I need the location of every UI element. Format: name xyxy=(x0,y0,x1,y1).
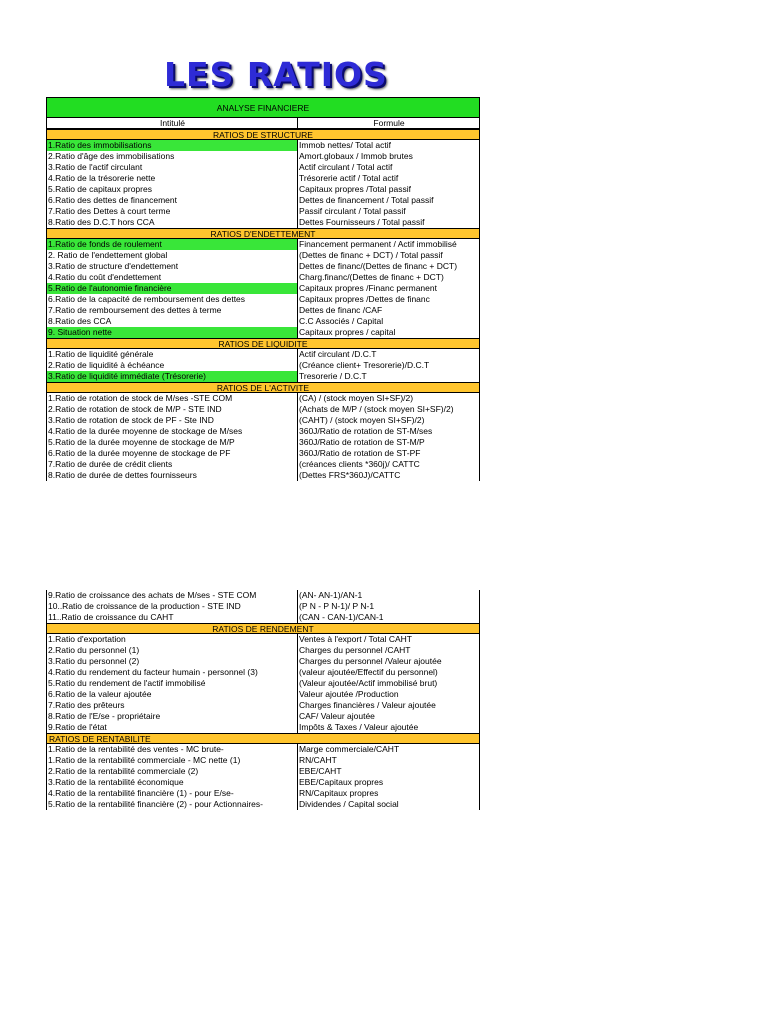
ratio-name-cell: 2.Ratio d'âge des immobilisations xyxy=(47,151,298,162)
table-row xyxy=(46,470,480,481)
ratio-name-cell: 1.Ratio de rotation de stock de M/ses -STE COM xyxy=(47,393,298,404)
table-row xyxy=(46,140,480,151)
ratio-formula-cell: 360J/Ratio de rotation de ST-M/ses xyxy=(299,426,433,436)
ratio-name-cell: 4.Ratio du rendement du facteur humain - personnel (3) xyxy=(47,667,298,678)
ratio-formula-cell: Actif circulant /D.C.T xyxy=(299,349,377,359)
ratio-formula-cell: (CAHT) / (stock moyen SI+SF)/2) xyxy=(299,415,425,425)
ratio-formula-cell: Charges financières / Valeur ajoutée xyxy=(299,700,436,710)
ratio-formula-cell: (Achats de M/P / (stock moyen SI+SF)/2) xyxy=(299,404,454,414)
table-row xyxy=(46,700,480,711)
table-row xyxy=(46,590,480,601)
table-row xyxy=(46,173,480,184)
table-row xyxy=(46,371,480,382)
ratio-formula-cell: 360J/Ratio de rotation de ST-M/P xyxy=(299,437,425,447)
ratio-name-cell: 3.Ratio de liquidité immédiate (Trésorerie) xyxy=(47,371,298,382)
table-row xyxy=(46,459,480,470)
ratio-formula-cell: Charg.financ/(Dettes de financ + DCT) xyxy=(299,272,444,282)
table-row xyxy=(46,261,480,272)
table-row xyxy=(46,239,480,250)
ratio-name-cell: 6.Ratio des dettes de financement xyxy=(47,195,298,206)
ratio-name-cell: 5.Ratio du rendement de l'actif immobilisé xyxy=(47,678,298,689)
header-analyse-label: ANALYSE FINANCIERE xyxy=(216,103,310,113)
ratio-name-cell: 2.Ratio du personnel (1) xyxy=(47,645,298,656)
ratio-formula-cell: Charges du personnel /Valeur ajoutée xyxy=(299,656,442,666)
ratio-formula-cell: Dettes de financement / Total passif xyxy=(299,195,434,205)
ratios-table-part2 xyxy=(46,590,480,810)
ratio-formula-cell: (valeur ajoutée/Effectif du personnel) xyxy=(299,667,438,677)
table-row xyxy=(46,415,480,426)
ratio-formula-cell: Marge commerciale/CAHT xyxy=(299,744,400,754)
ratio-name-cell: 8.Ratio des D.C.T hors CCA xyxy=(47,217,298,228)
ratio-name-cell: 2.Ratio de liquidité à échéance xyxy=(47,360,298,371)
table-row xyxy=(46,678,480,689)
ratio-name-cell: 1.Ratio de la rentabilité des ventes - MC brute- xyxy=(47,744,298,755)
ratio-formula-cell: Actif circulant / Total actif xyxy=(299,162,393,172)
table-row xyxy=(46,689,480,700)
table-row xyxy=(46,634,480,645)
ratio-formula-cell: (Dettes de financ + DCT) / Total passif xyxy=(299,250,443,260)
table-row xyxy=(46,437,480,448)
ratio-formula-cell: Valeur ajoutée /Production xyxy=(299,689,399,699)
ratio-formula-cell: (créances clients *360j)/ CATTC xyxy=(299,459,420,469)
ratio-formula-cell: Dettes de financ/(Dettes de financ + DCT) xyxy=(299,261,458,271)
ratio-name-cell: 5.Ratio de la durée moyenne de stockage de M/P xyxy=(47,437,298,448)
table-row xyxy=(46,601,480,612)
ratio-name-cell: 1.Ratio des immobilisations xyxy=(47,140,298,151)
ratio-name-cell: 5.Ratio de capitaux propres xyxy=(47,184,298,195)
table-row xyxy=(46,667,480,678)
ratio-name-cell: 4.Ratio de la trésorerie nette xyxy=(47,173,298,184)
ratio-name-cell: 7.Ratio des Dettes à court terme xyxy=(47,206,298,217)
section-header xyxy=(46,129,480,140)
ratio-formula-cell: Charges du personnel /CAHT xyxy=(299,645,411,655)
section-header xyxy=(46,733,480,744)
ratio-formula-cell: Passif circulant / Total passif xyxy=(299,206,406,216)
ratio-name-cell: 10..Ratio de croissance de la production - STE IND xyxy=(47,601,298,612)
table-row xyxy=(46,645,480,656)
table-row xyxy=(46,217,480,228)
ratio-name-cell: 7.Ratio de remboursement des dettes à terme xyxy=(47,305,298,316)
ratio-name-cell: 5.Ratio de la rentabilité financière (2) - pour Actionnaires- xyxy=(47,799,298,810)
ratio-formula-cell: Trésorerie actif / Total actif xyxy=(299,173,399,183)
table-row xyxy=(46,744,480,755)
ratio-name-cell: 7.Ratio des prêteurs xyxy=(47,700,298,711)
table-row xyxy=(46,404,480,415)
ratio-name-cell: 2.Ratio de rotation de stock de M/P - STE IND xyxy=(47,404,298,415)
ratio-formula-cell: 360J/Ratio de rotation de ST-PF xyxy=(299,448,421,458)
ratio-formula-cell: EBE/CAHT xyxy=(299,766,342,776)
ratio-formula-cell: (CA) / (stock moyen SI+SF)/2) xyxy=(299,393,414,403)
ratio-formula-cell: Tresorerie / D.C.T xyxy=(299,371,367,381)
table-row xyxy=(46,316,480,327)
ratio-formula-cell: (CAN - CAN-1)/CAN-1 xyxy=(299,612,384,622)
table-row xyxy=(46,612,480,623)
table-row xyxy=(46,272,480,283)
page-title: LES RATIOS xyxy=(164,55,388,94)
section-title: RATIOS DE RENDEMENT xyxy=(212,624,314,634)
ratio-formula-cell: (P N - P N-1)/ P N-1 xyxy=(299,601,375,611)
ratio-name-cell: 1.Ratio de liquidité générale xyxy=(47,349,298,360)
table-row xyxy=(46,426,480,437)
section-title: RATIOS D'ENDETTEMENT xyxy=(210,229,316,239)
section-title: RATIOS DE L'ACTIVITE xyxy=(216,383,310,393)
ratio-name-cell: 9. Situation nette xyxy=(47,327,298,338)
ratio-formula-cell: EBE/Capitaux propres xyxy=(299,777,384,787)
ratio-name-cell: 6.Ratio de la capacité de remboursement des dettes xyxy=(47,294,298,305)
ratio-name-cell: 6.Ratio de la valeur ajoutée xyxy=(47,689,298,700)
table-row xyxy=(46,250,480,261)
ratio-name-cell: 3.Ratio du personnel (2) xyxy=(47,656,298,667)
table-row xyxy=(46,206,480,217)
table-row xyxy=(46,393,480,404)
table-row xyxy=(46,294,480,305)
ratio-name-cell: 9.Ratio de l'état xyxy=(47,722,298,733)
ratio-name-cell: 2. Ratio de l'endettement global xyxy=(47,250,298,261)
section-header xyxy=(46,338,480,349)
ratio-formula-cell: Capitaux propres /Financ permanent xyxy=(299,283,437,293)
ratio-formula-cell: Dettes Fournisseurs / Total passif xyxy=(299,217,425,227)
table-row xyxy=(46,799,480,810)
ratio-formula-cell: Immob nettes/ Total actif xyxy=(299,140,391,150)
ratio-name-cell: 6.Ratio de la durée moyenne de stockage de PF xyxy=(47,448,298,459)
ratio-formula-cell: Financement permanent / Actif immobilisé xyxy=(299,239,457,249)
ratios-table-part1 xyxy=(46,97,480,481)
ratio-name-cell: 1.Ratio de fonds de roulement xyxy=(47,239,298,250)
ratio-name-cell: 8.Ratio de l'E/se - propriétaire xyxy=(47,711,298,722)
ratio-formula-cell: Capitaux propres / capital xyxy=(299,327,396,337)
section-header xyxy=(46,623,480,634)
ratio-name-cell: 1.Ratio d'exportation xyxy=(47,634,298,645)
ratio-formula-cell: Capitaux propres /Total passif xyxy=(299,184,411,194)
ratio-formula-cell: (Créance client+ Tresorerie)/D.C.T xyxy=(299,360,430,370)
table-row xyxy=(46,195,480,206)
ratio-formula-cell: Ventes à l'export / Total CAHT xyxy=(299,634,412,644)
column-header-formule: Formule xyxy=(298,118,479,128)
ratio-name-cell: 9.Ratio de croissance des achats de M/ses - STE COM xyxy=(47,590,298,601)
ratio-formula-cell: Impôts & Taxes / Valeur ajoutée xyxy=(299,722,419,732)
column-header-intitule: Intitulé xyxy=(47,118,298,128)
table-row xyxy=(46,283,480,294)
ratio-name-cell: 3.Ratio de l'actif circulant xyxy=(47,162,298,173)
ratio-name-cell: 4.Ratio du coût d'endettement xyxy=(47,272,298,283)
ratio-formula-cell: Dettes de financ /CAF xyxy=(299,305,383,315)
section-header xyxy=(46,228,480,239)
ratio-name-cell: 11..Ratio de croissance du CAHT xyxy=(47,612,298,623)
ratio-name-cell: 2.Ratio de la rentabilité commerciale (2) xyxy=(47,766,298,777)
ratio-formula-cell: CAF/ Valeur ajoutée xyxy=(299,711,375,721)
table-row xyxy=(46,448,480,459)
table-row xyxy=(46,656,480,667)
ratio-formula-cell: (AN- AN-1)/AN-1 xyxy=(299,590,363,600)
ratio-name-cell: 3.Ratio de structure d'endettement xyxy=(47,261,298,272)
ratio-formula-cell: Amort.globaux / Immob brutes xyxy=(299,151,413,161)
ratio-name-cell: 8.Ratio de durée de dettes fournisseurs xyxy=(47,470,298,481)
ratio-formula-cell: RN/Capitaux propres xyxy=(299,788,379,798)
ratio-name-cell: 3.Ratio de la rentabilité économique xyxy=(47,777,298,788)
section-header xyxy=(46,382,480,393)
ratio-name-cell: 8.Ratio des CCA xyxy=(47,316,298,327)
table-row xyxy=(46,711,480,722)
table-row xyxy=(46,722,480,733)
ratio-name-cell: 7.Ratio de durée de crédit clients xyxy=(47,459,298,470)
ratio-formula-cell: RN/CAHT xyxy=(299,755,337,765)
ratio-formula-cell: Dividendes / Capital social xyxy=(299,799,399,809)
table-row xyxy=(46,305,480,316)
table-row xyxy=(46,349,480,360)
table-row xyxy=(46,755,480,766)
table-row xyxy=(46,162,480,173)
ratio-name-cell: 4.Ratio de la durée moyenne de stockage de M/ses xyxy=(47,426,298,437)
ratio-formula-cell: C.C Associés / Capital xyxy=(299,316,384,326)
table-row xyxy=(46,766,480,777)
section-title: RATIOS DE STRUCTURE xyxy=(213,130,313,140)
table-row xyxy=(46,184,480,195)
section-title: RATIOS DE RENTABILITE xyxy=(49,734,151,744)
ratio-formula-cell: (Valeur ajoutée/Actif immobilisé brut) xyxy=(299,678,438,688)
table-row xyxy=(46,788,480,799)
table-row xyxy=(46,360,480,371)
table-header-analyse xyxy=(46,97,480,118)
ratio-name-cell: 3.Ratio de rotation de stock de PF - Ste IND xyxy=(47,415,298,426)
table-row xyxy=(46,777,480,788)
table-row xyxy=(46,151,480,162)
ratio-name-cell: 5.Ratio de l'autonomie financière xyxy=(47,283,298,294)
section-title: RATIOS DE LIQUIDITE xyxy=(218,339,308,349)
table-row xyxy=(46,327,480,338)
ratio-name-cell: 4.Ratio de la rentabilité financière (1) - pour E/se- xyxy=(47,788,298,799)
ratio-formula-cell: (Dettes FRS*360J)/CATTC xyxy=(299,470,401,480)
table-column-headers xyxy=(46,118,480,129)
ratio-formula-cell: Capitaux propres /Dettes de financ xyxy=(299,294,430,304)
ratio-name-cell: 1.Ratio de la rentabilité commerciale - MC nette (1) xyxy=(47,755,298,766)
